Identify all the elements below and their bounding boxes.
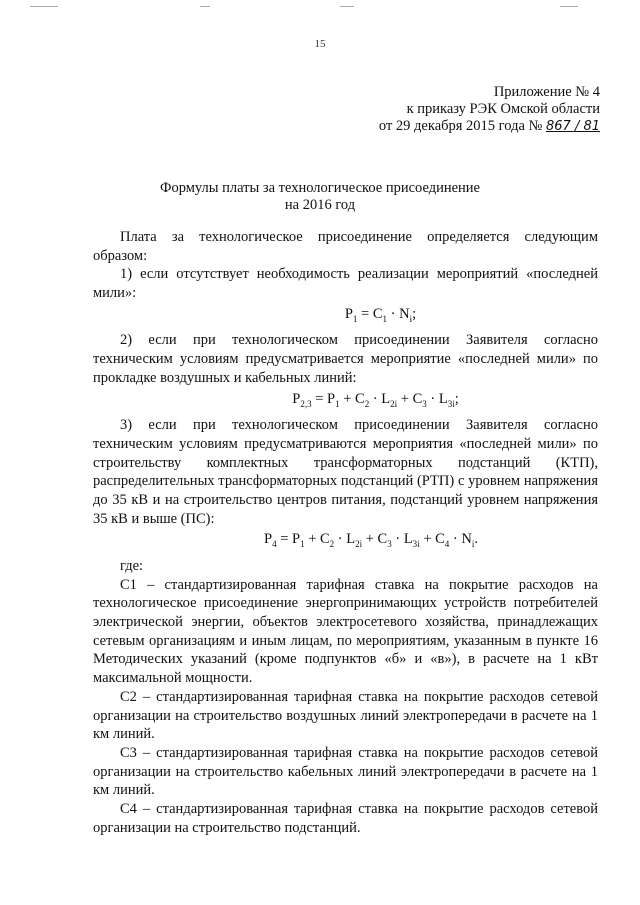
definition-c4: С4 – стандартизированная тарифная ставка на покрытие расходов сетевой организации на строительство подстанций. xyxy=(93,801,598,836)
formula-p23: $P_{2,3} = P_1 + C_2 \cdot L_{2i} + C_3 \cdot L_{3i}$; xyxy=(292,390,459,409)
page-number: 15 xyxy=(314,38,326,50)
paragraph-intro: Плата за технологическое присоединение определяется следующим образом: xyxy=(93,229,598,264)
document-title xyxy=(0,180,640,214)
paragraph-where: где: xyxy=(120,557,144,574)
appendix-header xyxy=(379,84,600,135)
appendix-date: от 29 декабря 2015 года № xyxy=(378,118,543,134)
scan-artifact xyxy=(340,6,354,7)
formula-p4: $P_4 = P_1 + C_2 \cdot L_{2i} + C_3 \cdot L_{3i} + C_4 \cdot N_i$. xyxy=(263,531,478,550)
paragraph-case2: 2) если при технологическом присоединении Заявителя согласно техническим условиям предусматривается мероприятие «последней мили» по прокладке воздушных и кабельных линий: xyxy=(93,332,598,386)
definition-c1: С1 – стандартизированная тарифная ставка на покрытие расходов на технологическое присоединение энергопринимающих устройств потребителей электрической энергии, объектов электросетевого хозяйства, принадлежащих сетевым организациям и иным лицам, по мероприятиям, указанным в пункте 16 Методических указаний (кроме подпунктов «б» и «в»), в расчете на 1 кВт максимальной мощности. xyxy=(93,576,598,687)
paragraph-case3: 3) если при технологическом присоединении Заявителя согласно техническим условиям предусматриваются мероприятия «последней мили» по строительству комплектных трансформаторных подстанций (КТП), распределительных трансформаторных подстанций (РТП) с уровнем напряжения до 35 кВ и на строительство центров питания, подстанций уровнем напряжения 35 кВ и выше (ПС): xyxy=(93,417,598,527)
definition-c2: С2 – стандартизированная тарифная ставка на покрытие расходов сетевой организации на строительство воздушных линий электропередачи в расчете на 1 км линий. xyxy=(93,688,598,743)
formula-p1: $P_1 = C_1 \cdot N_i$; xyxy=(344,305,417,324)
scan-artifact xyxy=(30,6,58,7)
appendix-line2: к приказу РЭК Омской области xyxy=(406,101,600,117)
title-line2: на 2016 год xyxy=(284,197,356,213)
definition-c3: С3 – стандартизированная тарифная ставка на покрытие расходов сетевой организации на строительство кабельных линий электропередачи в расчете на 1 км линий. xyxy=(93,744,598,799)
appendix-line1: Приложение № 4 xyxy=(493,84,600,100)
handwritten-order-number: 867 / 81 xyxy=(546,119,600,134)
scan-artifact xyxy=(560,6,578,7)
appendix-line3 xyxy=(379,118,600,135)
paragraph-case1: 1) если отсутствует необходимость реализации мероприятий «последней мили»: xyxy=(93,266,598,302)
title-line1: Формулы платы за технологическое присоединение xyxy=(159,180,480,196)
scan-artifact xyxy=(200,6,210,7)
document-body xyxy=(93,228,598,837)
